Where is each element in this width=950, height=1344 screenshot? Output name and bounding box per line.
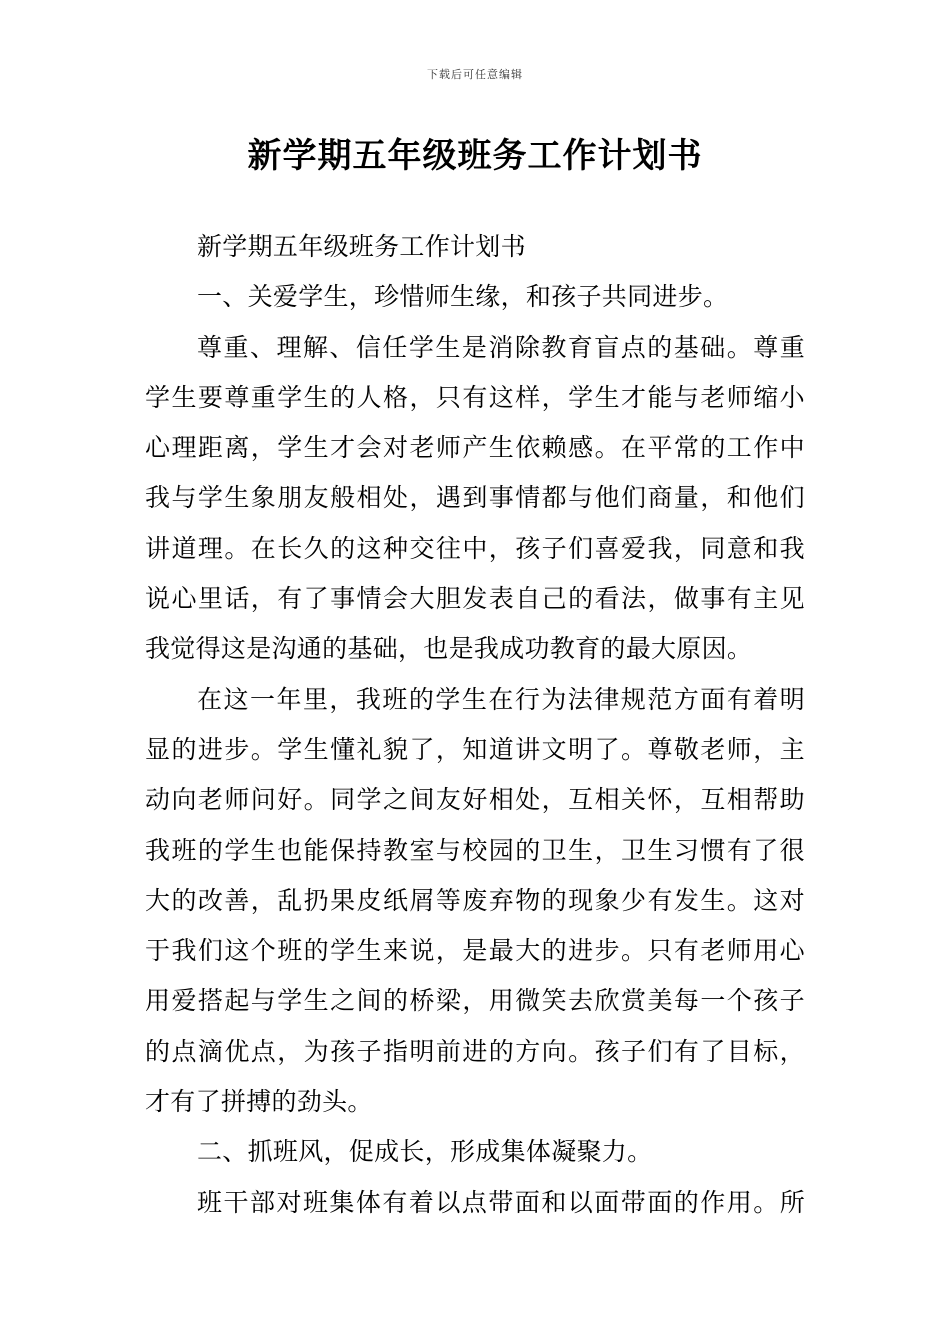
body-line: 显的进步。学生懂礼貌了，知道讲文明了。尊敬老师，主	[145, 734, 805, 764]
body-line: 说心里话，有了事情会大胆发表自己的看法，做事有主见	[145, 584, 805, 614]
body-line: 我班的学生也能保持教室与校园的卫生，卫生习惯有了很	[145, 835, 805, 865]
body-line: 的点滴优点，为孩子指明前进的方向。孩子们有了目标，	[145, 1036, 805, 1066]
body-line: 学生要尊重学生的人格，只有这样，学生才能与老师缩小	[145, 382, 805, 412]
body-line: 动向老师问好。同学之间友好相处，互相关怀，互相帮助	[145, 785, 805, 815]
body-line: 二、抓班风，促成长，形成集体凝聚力。	[197, 1137, 653, 1167]
body-line: 我觉得这是沟通的基础，也是我成功教育的最大原因。	[145, 634, 753, 664]
body-line: 尊重、理解、信任学生是消除教育盲点的基础。尊重	[197, 332, 805, 362]
body-line: 我与学生象朋友般相处，遇到事情都与他们商量，和他们	[145, 483, 805, 513]
body-line: 讲道理。在长久的这种交往中，孩子们喜爱我，同意和我	[145, 533, 805, 563]
body-line: 才有了拼搏的劲头。	[145, 1087, 373, 1117]
page-header-note: 下载后可任意编辑	[427, 68, 523, 81]
body-line: 班干部对班集体有着以点带面和以面带面的作用。所	[197, 1187, 805, 1217]
body-line: 心理距离，学生才会对老师产生依赖感。在平常的工作中	[145, 433, 805, 463]
body-line: 于我们这个班的学生来说，是最大的进步。只有老师用心	[145, 936, 805, 966]
body-line: 在这一年里，我班的学生在行为法律规范方面有着明	[197, 684, 805, 714]
body-line: 用爱搭起与学生之间的桥梁，用微笑去欣赏美每一个孩子	[145, 986, 805, 1016]
document-title: 新学期五年级班务工作计划书	[247, 136, 703, 176]
body-line: 新学期五年级班务工作计划书	[197, 232, 526, 261]
body-line: 大的改善，乱扔果皮纸屑等废弃物的现象少有发生。这对	[145, 885, 805, 915]
document-body	[145, 222, 805, 1228]
body-line: 一、关爱学生，珍惜师生缘，和孩子共同进步。	[197, 282, 729, 312]
